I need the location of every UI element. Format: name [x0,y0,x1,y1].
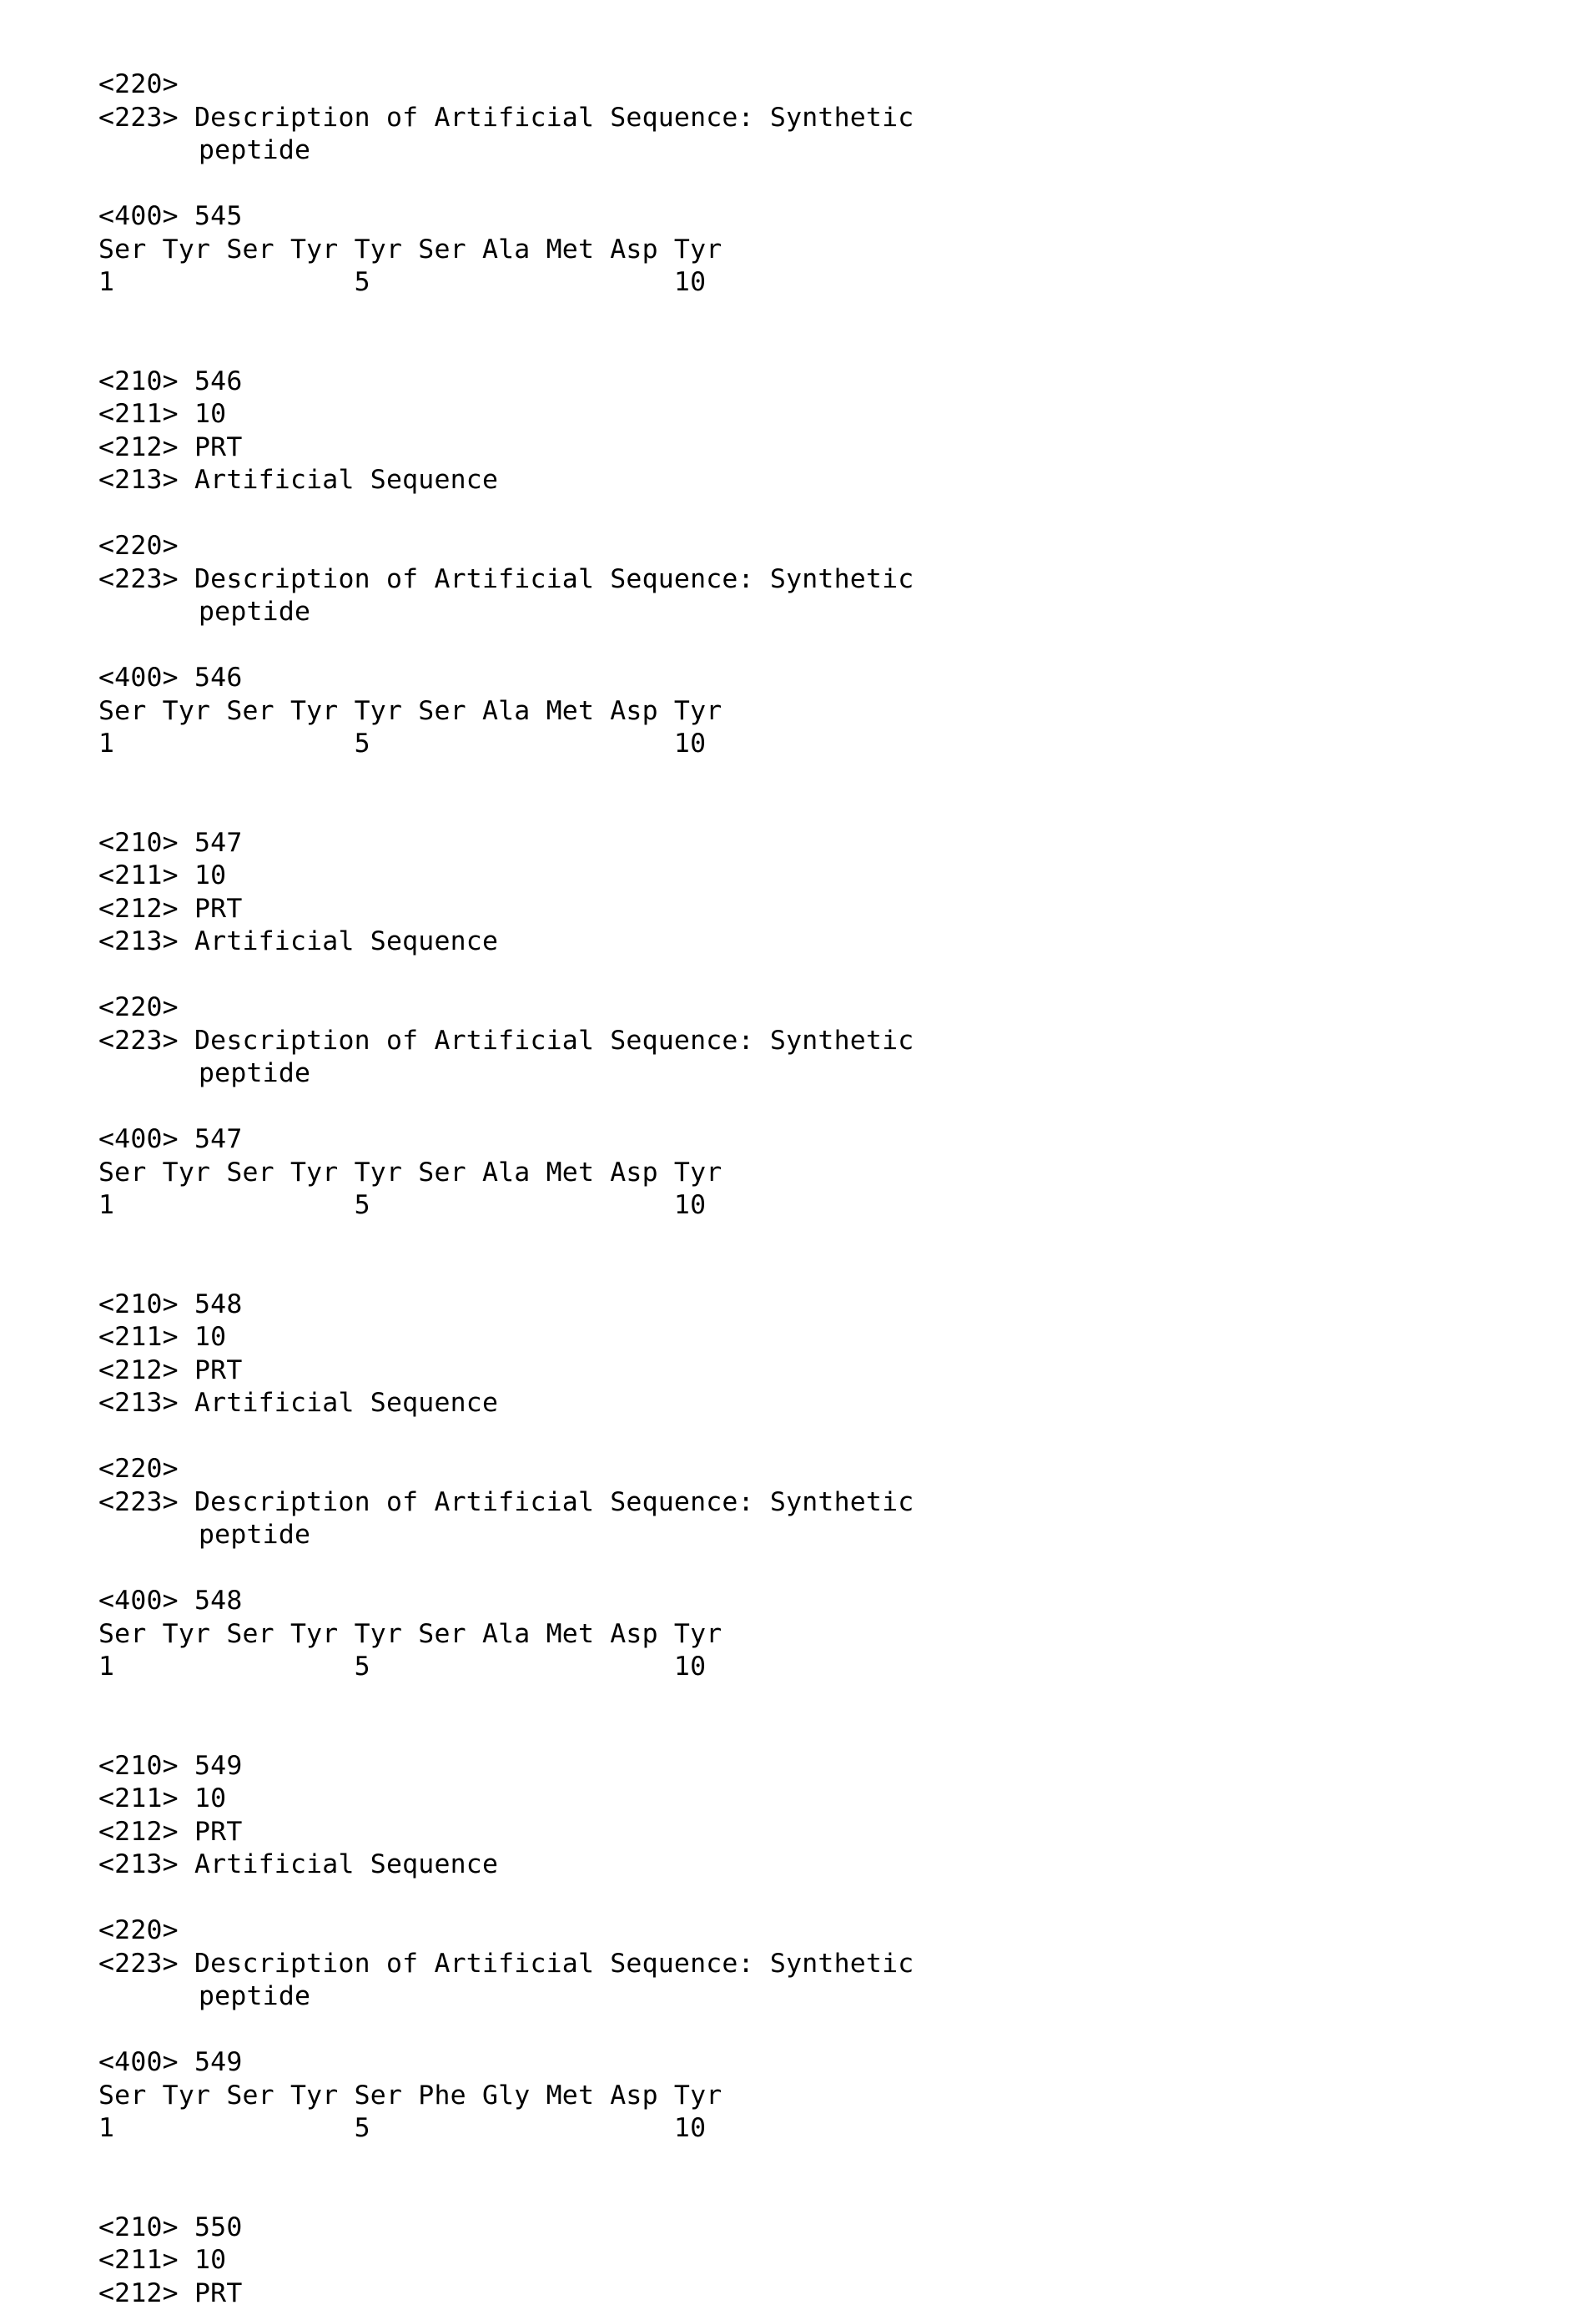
document-line: <223> Description of Artificial Sequence: Synthetic [98,563,1596,597]
document-line: Ser Tyr Ser Tyr Tyr Ser Ala Met Asp Tyr [98,695,1596,729]
continuation-line: peptide [98,1519,1596,1552]
section-spacer [98,1223,1596,1289]
document-line: Ser Tyr Ser Tyr Tyr Ser Ala Met Asp Tyr [98,1618,1596,1652]
document-line: <223> Description of Artificial Sequence: Synthetic [98,1948,1596,1981]
document-line: 1 5 10 [98,266,1596,300]
document-line: <223> Description of Artificial Sequence: Synthetic [98,102,1596,135]
section-spacer [98,300,1596,366]
continuation-line: peptide [98,1980,1596,2014]
sequence-listing-body [98,68,1596,2310]
document-line: <211> 10 [98,1321,1596,1354]
section-spacer [98,761,1596,827]
document-line: <211> 10 [98,1783,1596,1816]
document-line: 1 5 10 [98,1651,1596,1684]
document-line: Ser Tyr Ser Tyr Tyr Ser Ala Met Asp Tyr [98,1157,1596,1190]
document-line: <400> 547 [98,1123,1596,1157]
blank-line [98,1552,1596,1586]
document-line: <400> 546 [98,662,1596,695]
document-line: <212> PRT [98,1354,1596,1388]
document-line: <210> 546 [98,366,1596,399]
document-line: <220> [98,1453,1596,1486]
continuation-line: peptide [98,1057,1596,1091]
document-line: <213> Artificial Sequence [98,1849,1596,1882]
section-spacer [98,1684,1596,1750]
continuation-line: peptide [98,134,1596,168]
document-line: <212> PRT [98,2277,1596,2310]
section-spacer [98,2146,1596,2212]
document-line: <210> 548 [98,1289,1596,1322]
document-line: Ser Tyr Ser Tyr Ser Phe Gly Met Asp Tyr [98,2080,1596,2113]
blank-line [98,1420,1596,1454]
document-line: <213> Artificial Sequence [98,1387,1596,1420]
document-line: <211> 10 [98,2244,1596,2277]
document-line: <212> PRT [98,893,1596,926]
document-line: <210> 547 [98,827,1596,860]
continuation-line: peptide [98,596,1596,629]
document-line: <400> 545 [98,200,1596,234]
document-line: 1 5 10 [98,1189,1596,1223]
document-line: <220> [98,991,1596,1025]
document-line: <212> PRT [98,431,1596,465]
blank-line [98,1091,1596,1124]
blank-line [98,497,1596,531]
document-line: <213> Artificial Sequence [98,464,1596,497]
document-line: <223> Description of Artificial Sequence: Synthetic [98,1486,1596,1520]
blank-line [98,2014,1596,2047]
document-line: <220> [98,530,1596,563]
document-line: <210> 549 [98,1750,1596,1783]
document-line: <220> [98,68,1596,102]
document-line: <223> Description of Artificial Sequence: Synthetic [98,1025,1596,1058]
blank-line [98,168,1596,201]
document-line: <211> 10 [98,398,1596,431]
document-line: <210> 550 [98,2212,1596,2245]
document-line: 1 5 10 [98,728,1596,761]
document-line: Ser Tyr Ser Tyr Tyr Ser Ala Met Asp Tyr [98,234,1596,267]
document-line: <400> 549 [98,2046,1596,2080]
document-line: <211> 10 [98,860,1596,893]
document-line: 1 5 10 [98,2112,1596,2146]
blank-line [98,959,1596,992]
document-line: <220> [98,1914,1596,1948]
document-line: <212> PRT [98,1816,1596,1849]
blank-line [98,1882,1596,1915]
document-line: <400> 548 [98,1585,1596,1618]
document-line: <213> Artificial Sequence [98,926,1596,959]
blank-line [98,629,1596,663]
